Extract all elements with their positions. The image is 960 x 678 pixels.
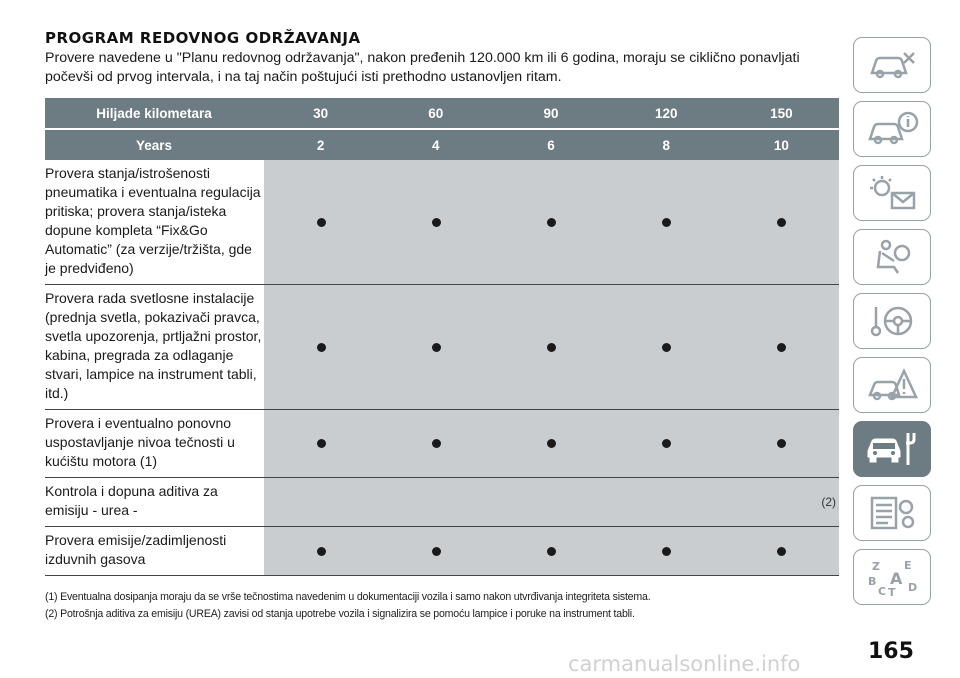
km-header-cell: 30 xyxy=(313,105,329,121)
watermark: carmanualsonline.info xyxy=(568,652,801,676)
steering-key-icon xyxy=(864,301,920,341)
row-cells xyxy=(264,285,839,409)
row-label: Kontrola i dopuna aditiva za emisiju - urea - xyxy=(45,483,218,518)
page-number: 165 xyxy=(868,639,914,664)
footnotes xyxy=(45,589,650,623)
km-header-cell: 150 xyxy=(770,105,793,121)
svg-text:D: D xyxy=(908,581,918,594)
check-dot-icon xyxy=(317,218,326,227)
check-dot-icon xyxy=(432,343,441,352)
check-dot-icon xyxy=(432,439,441,448)
alphabetical-index-icon xyxy=(864,557,920,597)
check-dot-icon xyxy=(777,343,786,352)
check-dot-icon xyxy=(662,218,671,227)
km-header-label: Hiljade kilometara xyxy=(96,105,212,121)
check-dot-icon xyxy=(777,439,786,448)
chapter-tab-index[interactable] xyxy=(853,549,931,605)
check-dot-icon xyxy=(432,547,441,556)
warning-light-message-icon xyxy=(864,173,920,213)
svg-text:E: E xyxy=(904,559,912,572)
car-maintenance-icon xyxy=(864,429,920,469)
years-header-cell: 10 xyxy=(773,137,789,153)
check-dot-icon xyxy=(777,218,786,227)
km-header-cell: 60 xyxy=(428,105,444,121)
check-dot-icon xyxy=(317,343,326,352)
check-dot-icon xyxy=(547,439,556,448)
years-header-cell: 8 xyxy=(662,137,670,153)
table-row xyxy=(45,285,839,410)
check-dot-icon xyxy=(547,547,556,556)
footnote: (2) Potrošnja aditiva za emisiju (UREA) zavisi od stanja upotrebe vozila i signalizira se pomoću lampice i poruke na instrument tabli. xyxy=(45,608,635,620)
years-header-row xyxy=(45,130,839,160)
km-header-cell: 120 xyxy=(654,105,678,121)
page-title: PROGRAM REDOVNOG ODRŽAVANJA xyxy=(45,29,361,47)
table-row xyxy=(45,410,839,478)
chapter-sidebar xyxy=(853,37,931,613)
years-header-cell: 4 xyxy=(432,137,440,153)
chapter-tab-technical-data[interactable] xyxy=(853,485,931,541)
footnote: (1) Eventualna dosipanja moraju da se vrše tečnostima navedenim u dokumentaciji vozila i samo nakon utvrđivanja integriteta sistema. xyxy=(45,591,651,603)
check-dot-icon xyxy=(662,439,671,448)
row-cells xyxy=(264,160,839,284)
chapter-tab-maintenance[interactable] xyxy=(853,421,931,477)
chapter-tab-info[interactable] xyxy=(853,101,931,157)
technical-data-icon xyxy=(864,493,920,533)
check-dot-icon xyxy=(662,343,671,352)
km-header-row xyxy=(45,98,839,128)
check-dot-icon xyxy=(777,547,786,556)
row-cells xyxy=(264,527,839,575)
car-info-icon xyxy=(864,109,920,149)
table-row xyxy=(45,160,839,285)
check-dot-icon xyxy=(432,218,441,227)
row-cells-spanned xyxy=(264,478,839,526)
chapter-tab-dashboard[interactable] xyxy=(853,37,931,93)
chapter-tab-driving[interactable] xyxy=(853,293,931,349)
check-dot-icon xyxy=(317,547,326,556)
svg-text:Z: Z xyxy=(872,560,880,573)
chapter-tab-warnings[interactable] xyxy=(853,165,931,221)
years-header-cell: 2 xyxy=(316,137,325,153)
km-header-cell: 90 xyxy=(543,105,559,121)
row-cells xyxy=(264,410,839,477)
car-emergency-icon xyxy=(864,365,920,405)
span-note: (2) xyxy=(821,495,836,509)
svg-text:A: A xyxy=(890,569,903,588)
years-header-label: Years xyxy=(135,137,173,153)
svg-text:C: C xyxy=(878,585,887,597)
maintenance-table xyxy=(45,98,839,576)
table-row xyxy=(45,527,839,576)
check-dot-icon xyxy=(547,218,556,227)
chapter-tab-emergency[interactable] xyxy=(853,357,931,413)
chapter-tab-safety[interactable] xyxy=(853,229,931,285)
seat-airbag-icon xyxy=(864,237,920,277)
svg-text:T: T xyxy=(888,586,896,597)
car-dashboard-icon xyxy=(864,45,920,85)
check-dot-icon xyxy=(662,547,671,556)
intro-paragraph: Provere navedene u "Planu redovnog održavanja", nakon pređenih 120.000 km ili 6 godina, moraju se ciklično ponavljati počevši od prvog intervala, i na taj način poštujući isti prethodno ustanovljen ritam. xyxy=(45,50,800,85)
row-label: Provera emisije/zadimljenosti izduvnih gasova xyxy=(45,532,227,567)
row-label: Provera i eventualno ponovno uspostavljanje nivoa tečnosti u kućištu motora (1) xyxy=(45,415,235,469)
row-label: Provera stanja/istrošenosti pneumatika i eventualna regulacija pritiska; provera stanja/isteka dopune kompleta “Fix&Go Automatic” (za verzije/tržišta, gde je predviđeno) xyxy=(45,165,261,276)
years-header-cell: 6 xyxy=(547,137,555,153)
svg-text:B: B xyxy=(868,575,877,588)
check-dot-icon xyxy=(317,439,326,448)
check-dot-icon xyxy=(547,343,556,352)
row-label: Provera rada svetlosne instalacije (prednja svetla, pokazivači pravca, svetla upozorenja, prtljažni prostor, kabina, pregrada za odlaganje stvari, lampice na instrument tabli, itd.) xyxy=(45,290,262,401)
table-row xyxy=(45,478,839,527)
